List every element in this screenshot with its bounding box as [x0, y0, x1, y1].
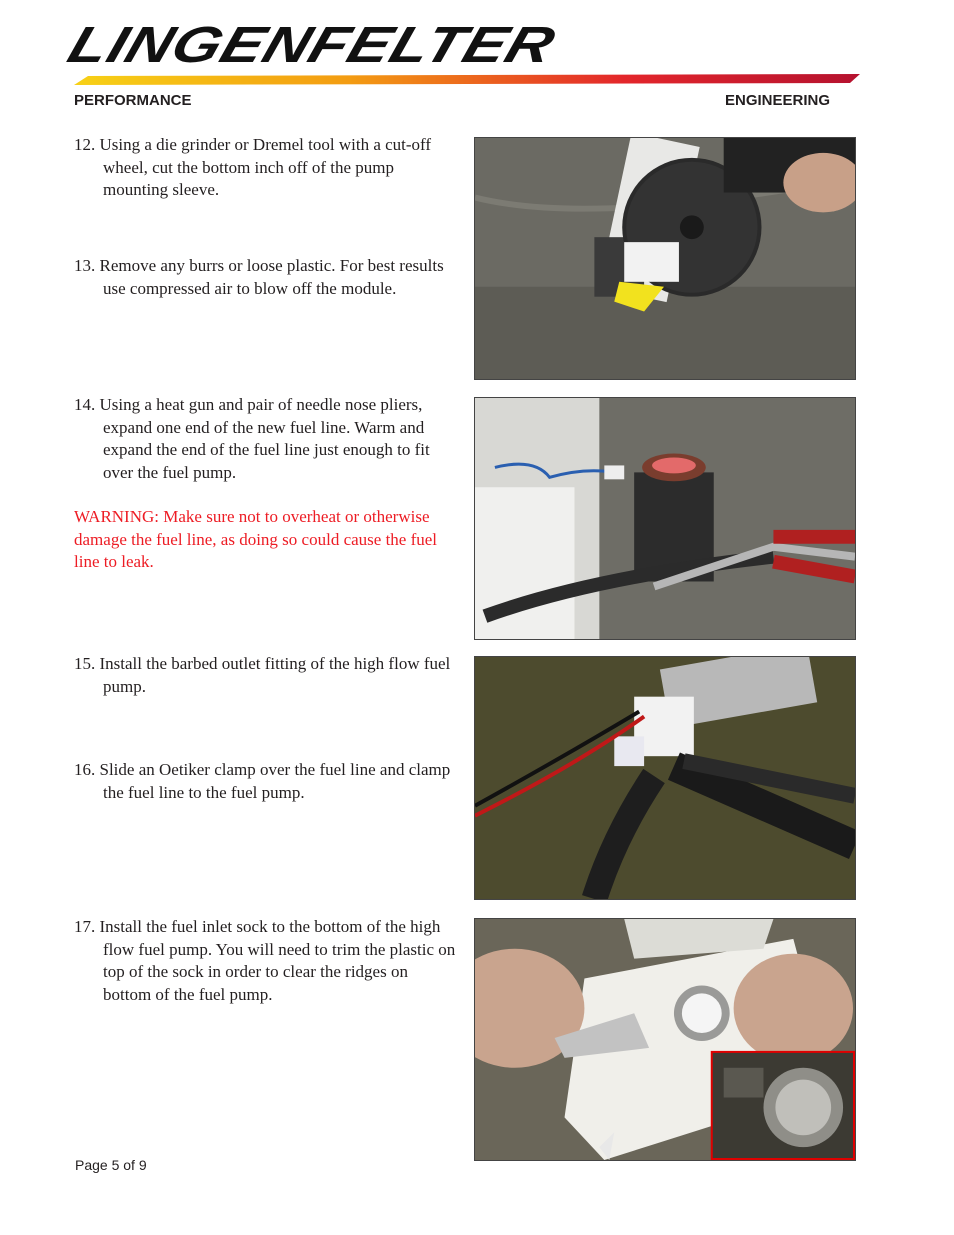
brand-swoosh — [74, 72, 860, 86]
photo-inset-closeup — [712, 1052, 854, 1159]
photo-installing-inlet-sock — [474, 918, 856, 1161]
step-15-text: 15. Install the barbed outlet fitting of the high flow fuel pump. — [74, 654, 451, 696]
step-17-text: 17. Install the fuel inlet sock to the bottom of the high flow fuel pump. You will need to trim the plastic on top of the sock in order to clear the ridges on bottom of the fuel pump. — [74, 917, 456, 1004]
brand-tagline: PERFORMANCE ENGINEERING — [74, 92, 830, 109]
step-14-text: 14. Using a heat gun and pair of needle nose pliers, expand one end of the new fuel line. Warm and expand the end of the fuel line just enough to fit over the fuel pump. — [74, 395, 430, 482]
photo-cutting-sleeve — [474, 137, 856, 380]
brand-wordmark: LINGENFELTER — [61, 17, 563, 74]
photo-clamping-fuel-line — [474, 656, 856, 900]
step-12-text: 12. Using a die grinder or Dremel tool with a cut-off wheel, cut the bottom inch off of the pump mounting sleeve. — [74, 135, 432, 199]
warning-text: WARNING: Make sure not to overheat or otherwise damage the fuel line, as doing so could cause the fuel line to leak. — [74, 507, 438, 571]
step-16-text: 16. Slide an Oetiker clamp over the fuel line and clamp the fuel line to the fuel pump. — [74, 760, 451, 802]
photo-expanding-fuel-line — [474, 397, 856, 640]
page-number: Page 5 of 9 — [75, 1157, 147, 1173]
step-13-text: 13. Remove any burrs or loose plastic. For best results use compressed air to blow off the module. — [74, 256, 444, 298]
